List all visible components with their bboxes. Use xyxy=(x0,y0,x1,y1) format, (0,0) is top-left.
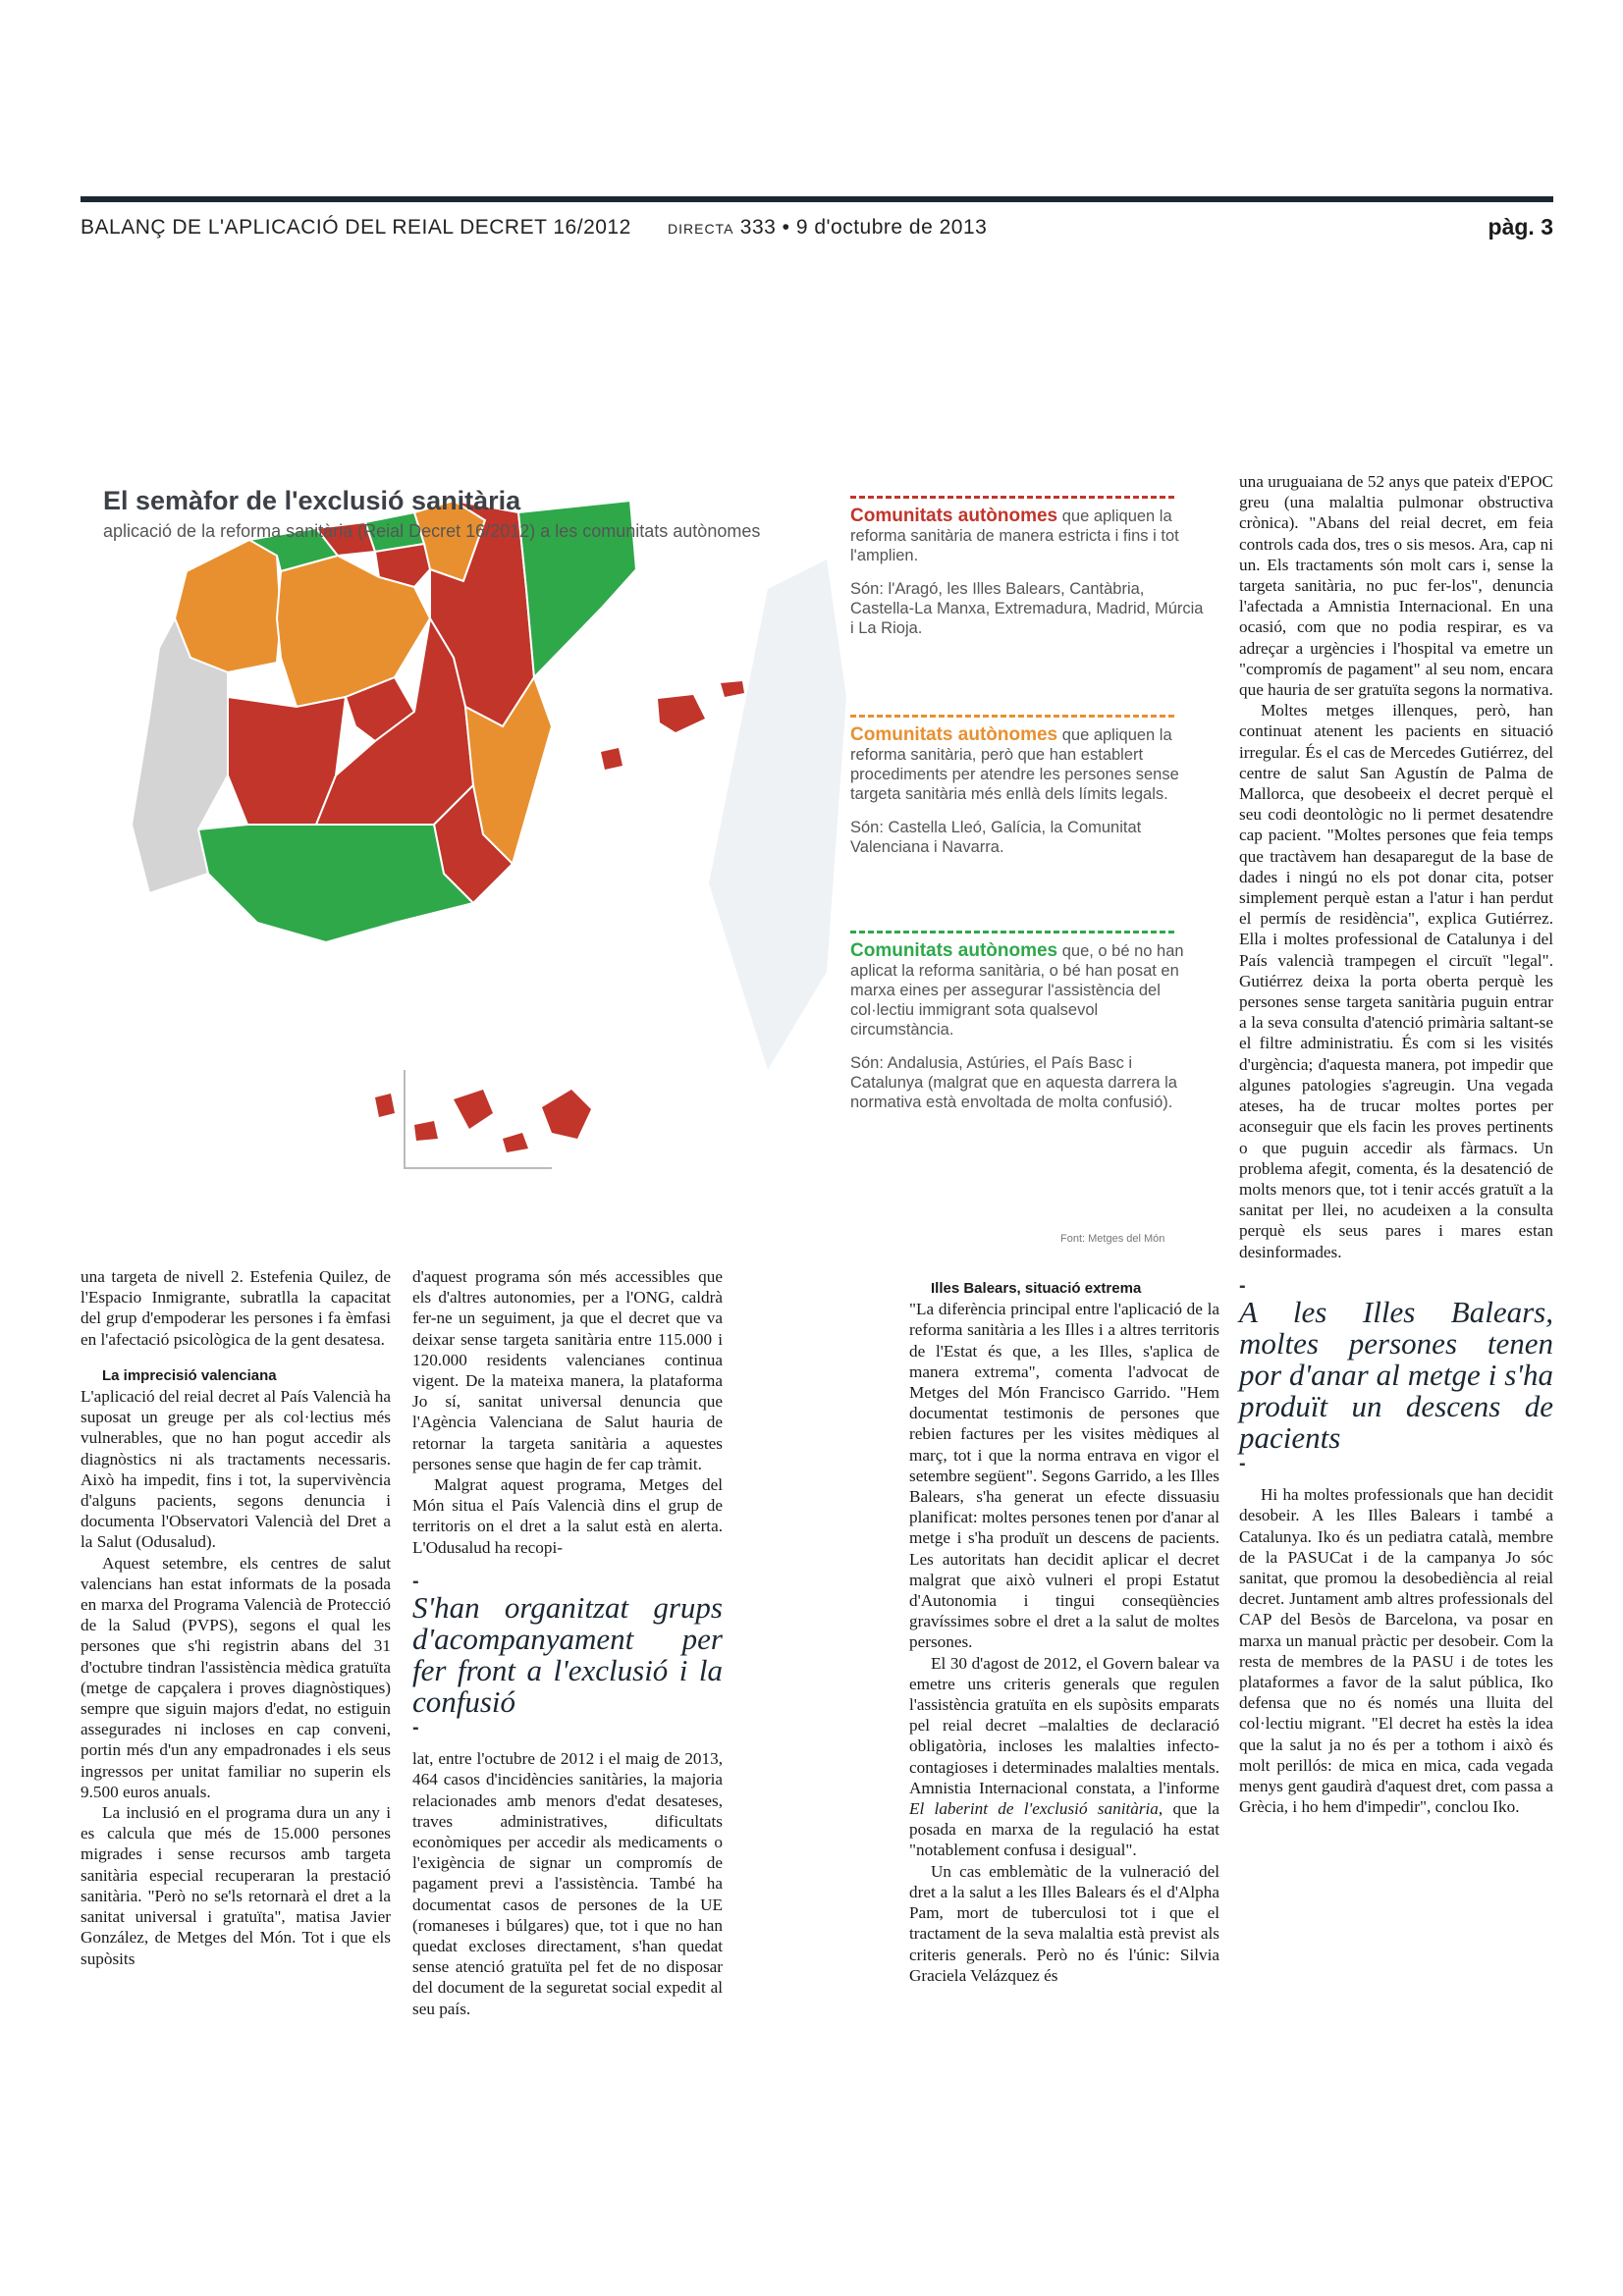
col3-paragraph-2-start: El 30 d'agost de 2012, el Govern balear va emetre uns criteris generals que regulen l'assistència gratuïta en els supòsits emparats pel reial decret –malalties de declaració obligatòria, incloses les malalties infecto-contagioses i determinades malalties mentals. Amnistia Internacional constata, a l'informe xyxy=(909,1653,1219,1797)
col1-paragraph-3: Aquest setembre, els centres de salut valencians han estat informats de la posada en marxa del Programa Valencià de Protecció de la Salud (PVPS), segons el qual les persones que s'hi registrin abans del 31 d'octubre tindran l'assistència mèdica gratuïta (metge de capçalera i proves diagnòstiques) sempre que siguin majors d'edat, no estiguin assegurades ni incloses en cap conveni, portin més d'un any empadronades i els seus ingressos per unitat familiar no superin els 9.500 euros anuals. xyxy=(81,1553,391,1801)
legend-orange-list: Són: Castella Lleó, Galícia, la Comunitat Valenciana i Navarra. xyxy=(850,819,1142,856)
legend-green-list: Són: Andalusia, Astúries, el País Basc i Catalunya (malgrat que en aquesta darrera la normativa està envoltada de molta confusió). xyxy=(850,1054,1177,1111)
col1-paragraph-1: una targeta de nivell 2. Estefenia Quilez, de l'Espacio Inmigrante, subratlla la capacitat del grup d'empoderar les persones i fa èmfasi en l'afectació psicològica de la gent desatesa. xyxy=(81,1267,391,1349)
legend-orange-desc: que apliquen la reforma sanitària, però que han establert procediments per atendre les persones sense targeta sanitària més enllà dels límits legals. xyxy=(850,726,1179,803)
col2-paragraph-3: lat, entre l'octubre de 2012 i el maig de 2013, 464 casos d'incidències sanitàries, la majoria relacionades amb menors d'edat desateses, traves administratives, dificultats econòmiques per accedir als medicaments o l'exigència de signar un compromís de pagament previ a l'assistència. També ha documentat casos de persones de la UE (romaneses i búlgares) que, tot i que no han quedat excloses directament, s'han quedat sense atenció gratuïta pel fet de no disposar del document de la seguretat social expedit al seu país. xyxy=(412,1749,723,2018)
col3-paragraph-2 xyxy=(909,1653,1219,1861)
legend-green xyxy=(850,931,1204,1126)
map-title: El semàfor de l'exclusió sanitària xyxy=(103,486,521,515)
publication-name: DIRECTA xyxy=(668,221,734,237)
col3-subheading: Illes Balears, situació extrema xyxy=(931,1280,1142,1297)
pull-quote-2-dash-bottom: - xyxy=(1239,1452,1246,1474)
region-canaries-2 xyxy=(414,1121,438,1141)
column-2 xyxy=(412,1266,723,2019)
pull-quote-1-dash-bottom: - xyxy=(412,1717,419,1739)
section-title: BALANÇ DE L'APLICACIÓ DEL REIAL DECRET 16/2012 xyxy=(81,216,631,239)
legend-red-text xyxy=(850,507,1204,565)
report-title: El laberint de l'exclusió sanitària xyxy=(909,1799,1159,1819)
pull-quote-2-dash-top: - xyxy=(1239,1274,1246,1297)
column-4 xyxy=(1239,471,1553,1817)
column-1 xyxy=(81,1266,391,1969)
col1-paragraph-2: L'aplicació del reial decret al País Valencià ha suposat un greuge per als col·lectius més vulnerables, que no han pogut accedir als diagnòstics ni als tractaments necessaris. Això ha impedit, fins i tot, la supervivència d'alguns pacients, segons denuncia i documenta l'Observatori Valencià del Dret a la Salut (Odusalud). xyxy=(81,1387,391,1552)
col2-paragraph-1: d'aquest programa són més accessibles que els d'altres autonomies, per a l'ONG, caldrà fer-ne un seguiment, ja que el decret que va deixar sense targeta sanitària entre 115.000 i 120.000 residents valencianes continua vigent. De la mateixa manera, la plataforma Jo sí, sanitat universal denuncia que l'Agència Valenciana de Salut hauria de retornar la targeta sanitària a aquestes persones sense que hagin de fer cap tràmit. xyxy=(412,1267,723,1473)
col4-paragraph-3: Hi ha moltes professionals que han decidit desobeir. A les Illes Balears i també a Catalunya. Iko és un pediatra català, membre de la PASUCat i de la campanya Jo sóc sanitat, que promou la desobediència al reial decret. Juntament amb altres professionals del CAP del Besòs de Barcelona, va posar en marxa un manual pràctic per desobeir. Com la resta de membres de la PASU i de totes les plataformes a favor de la salut pública, Iko defensa que no és només una lluita del col·lectiu migrant. "El decret ha estès la idea que la salut ja no és per a tothom i això és molt perillós: de mica en mica, cada vegada menys gent gaudirà d'aquest dret, com passa a Grècia, i ho hem d'impedir", conclou Iko. xyxy=(1239,1485,1553,1817)
legend-red-heading: Comunitats autònomes xyxy=(850,506,1058,526)
region-galicia xyxy=(175,540,281,672)
region-canaries-1 xyxy=(375,1094,395,1117)
pull-quote-2: A les Illes Balears, moltes persones tenen por d'anar al metge i s'ha produït un descens de pacients xyxy=(1239,1294,1553,1455)
header-rule xyxy=(81,196,1553,202)
map-subtitle: aplicació de la reforma sanitària (Reial Decret 16/2012) a les comunitats autònomes xyxy=(103,521,761,541)
legend-orange-text xyxy=(850,725,1204,804)
legend-red xyxy=(850,496,1204,652)
col1-paragraph-4: La inclusió en el programa dura un any i es calcula que més de 15.000 persones migrades i sense recursos amb targeta sanitària especial recuperaran la prestació sanitària. "Però no se'ls retornarà el dret a la sanitat universal i gratuïta", matisa Javier González, de Metges del Món. Tot i que els supòsits xyxy=(81,1803,391,1968)
region-andalusia xyxy=(198,825,473,942)
issue-date: 333 • 9 d'octubre de 2013 xyxy=(739,216,988,239)
legend-green-desc: que, o bé no han aplicat la reforma sanitària, o bé han posat en marxa eines per assegurar l'assistència del col·lectiu immigrant sota qualsevol circumstància. xyxy=(850,942,1184,1039)
legend-red-list: Són: l'Aragó, les Illes Balears, Cantàbria, Castella-La Manxa, Extremadura, Madrid, Múrcia i La Rioja. xyxy=(850,580,1204,637)
col4-paragraph-1: una uruguaiana de 52 anys que pateix d'EPOC greu (una malaltia pulmonar obstructiva crònica). "Abans del reial decret, em feia controls cada dos, tres o sis mesos. Ara, cap ni un. Els tractaments són molt cars i, sense la targeta sanitària, no puc fer-los", denuncia l'afectada a Amnistia Internacional. En una ocasió, com que no podia respirar, es va adreçar a urgències i l'hospital va emetre un "compromís de pagament" al seu nom, encara que hauria de ser gratuïta segons la normativa. xyxy=(1239,472,1553,700)
region-balears-mallorca xyxy=(658,695,705,732)
legend-green-heading: Comunitats autònomes xyxy=(850,940,1058,961)
region-canaries-5 xyxy=(542,1090,591,1139)
legend-green-text xyxy=(850,941,1204,1040)
column-3 xyxy=(909,1278,1219,1986)
pull-quote-1: S'han organitzat grups d'acompanyament per fer front a l'exclusió i la confusió xyxy=(412,1590,723,1720)
legend-green-dash xyxy=(850,931,1174,934)
issue-info xyxy=(668,216,987,240)
region-balears-menorca xyxy=(721,681,744,697)
region-canaries-4 xyxy=(503,1133,528,1152)
pull-quote-1-dash-top: - xyxy=(412,1570,419,1592)
col3-paragraph-3: Un cas emblemàtic de la vulneració del dret a la salut a les Illes Balears és el d'Alpha Pam, mort de tuberculosi tot i que el tractament de la seva malaltia està previst als criteris generals. Però no és l'únic: Silvia Graciela Velázquez és xyxy=(909,1861,1219,1985)
col3-paragraph-1: "La diferència principal entre l'aplicació de la reforma sanitària a les Illes i a altres territoris de l'Estat és que, a les Illes, s'aplica de manera extrema", comenta l'advocat de Metges del Món Francisco Garrido. "Hem documentat testimonis de persones que rebien factures per les visites mèdiques al març, tot i que la norma entrava en vigor el setembre següent". Segons Garrido, a les Illes Balears, s'ha generat un efecte dissuasiu planificat: moltes persones tenen por d'anar al metge i s'ha produït un descens de pacients. Les autoritats han decidit aplicar el decret malgrat que això vulneri el propi Estatut d'Autonomia i tingui conseqüències gravíssimes sobre el dret a la salut de moltes persones. xyxy=(909,1300,1219,1652)
col1-subheading: La imprecisió valenciana xyxy=(102,1366,277,1384)
col4-paragraph-2: Moltes metges illenques, però, han continuat atenent les pacients en situació irregular. És el cas de Mercedes Gutiérrez, del centre de salut San Agustín de Palma de Mallorca, que desobeeix el decret perquè el seu codi deontològic no li permet desatendre cap pacient. "Moltes persones que feia temps que tractàvem han desaparegut de la base de dades i ningú no els pot donar cita, potser simplement perquè estan a l'atur i han perdut el permís de residència", explica Gutiérrez. Ella i moltes professional de Catalunya i del País valencià trampegen el circuït "legal". Gutiérrez deixa la porta oberta perquè les persones sense targeta sanitària puguin entrar a la seva consulta d'atenció primària saltant-se el filtre administratiu. És com si les visités d'urgència; d'aquesta manera, pot impedir que algunes patologies s'agreugin. Una vegada ateses, ha de trucar moltes portes per aconseguir que els facin les proves pertinents o que puguin accedir als fàrmacs. Un problema afegit, comenta, és la desatenció de molts menors que, tot i tenir accés gratuït a la sanitat per llei, no acudeixen a la consulta perquè els seus pares i mares estan desinformades. xyxy=(1239,701,1553,1261)
col2-paragraph-2: Malgrat aquest programa, Metges del Món situa el País Valencià dins el grup de territoris on el dret a la salut està en alerta. L'Odusalud ha recopi- xyxy=(412,1475,723,1557)
legend-red-desc: que apliquen la reforma sanitària de manera estricta i fins i tot l'amplien. xyxy=(850,507,1179,564)
sea-shade xyxy=(709,560,846,1070)
col3-paragraph-2-end: , que la posada en marxa de la regulació ha estat "notablement confusa i desigual". xyxy=(909,1799,1219,1860)
legend-red-dash xyxy=(850,496,1174,499)
legend-orange-heading: Comunitats autònomes xyxy=(850,724,1058,745)
region-canaries-3 xyxy=(454,1090,493,1129)
legend-orange-dash xyxy=(850,715,1174,718)
map-source: Font: Metges del Món xyxy=(1060,1233,1165,1245)
legend-orange xyxy=(850,715,1204,871)
region-balears-eivissa xyxy=(601,748,622,770)
page-number: pàg. 3 xyxy=(1488,214,1553,240)
